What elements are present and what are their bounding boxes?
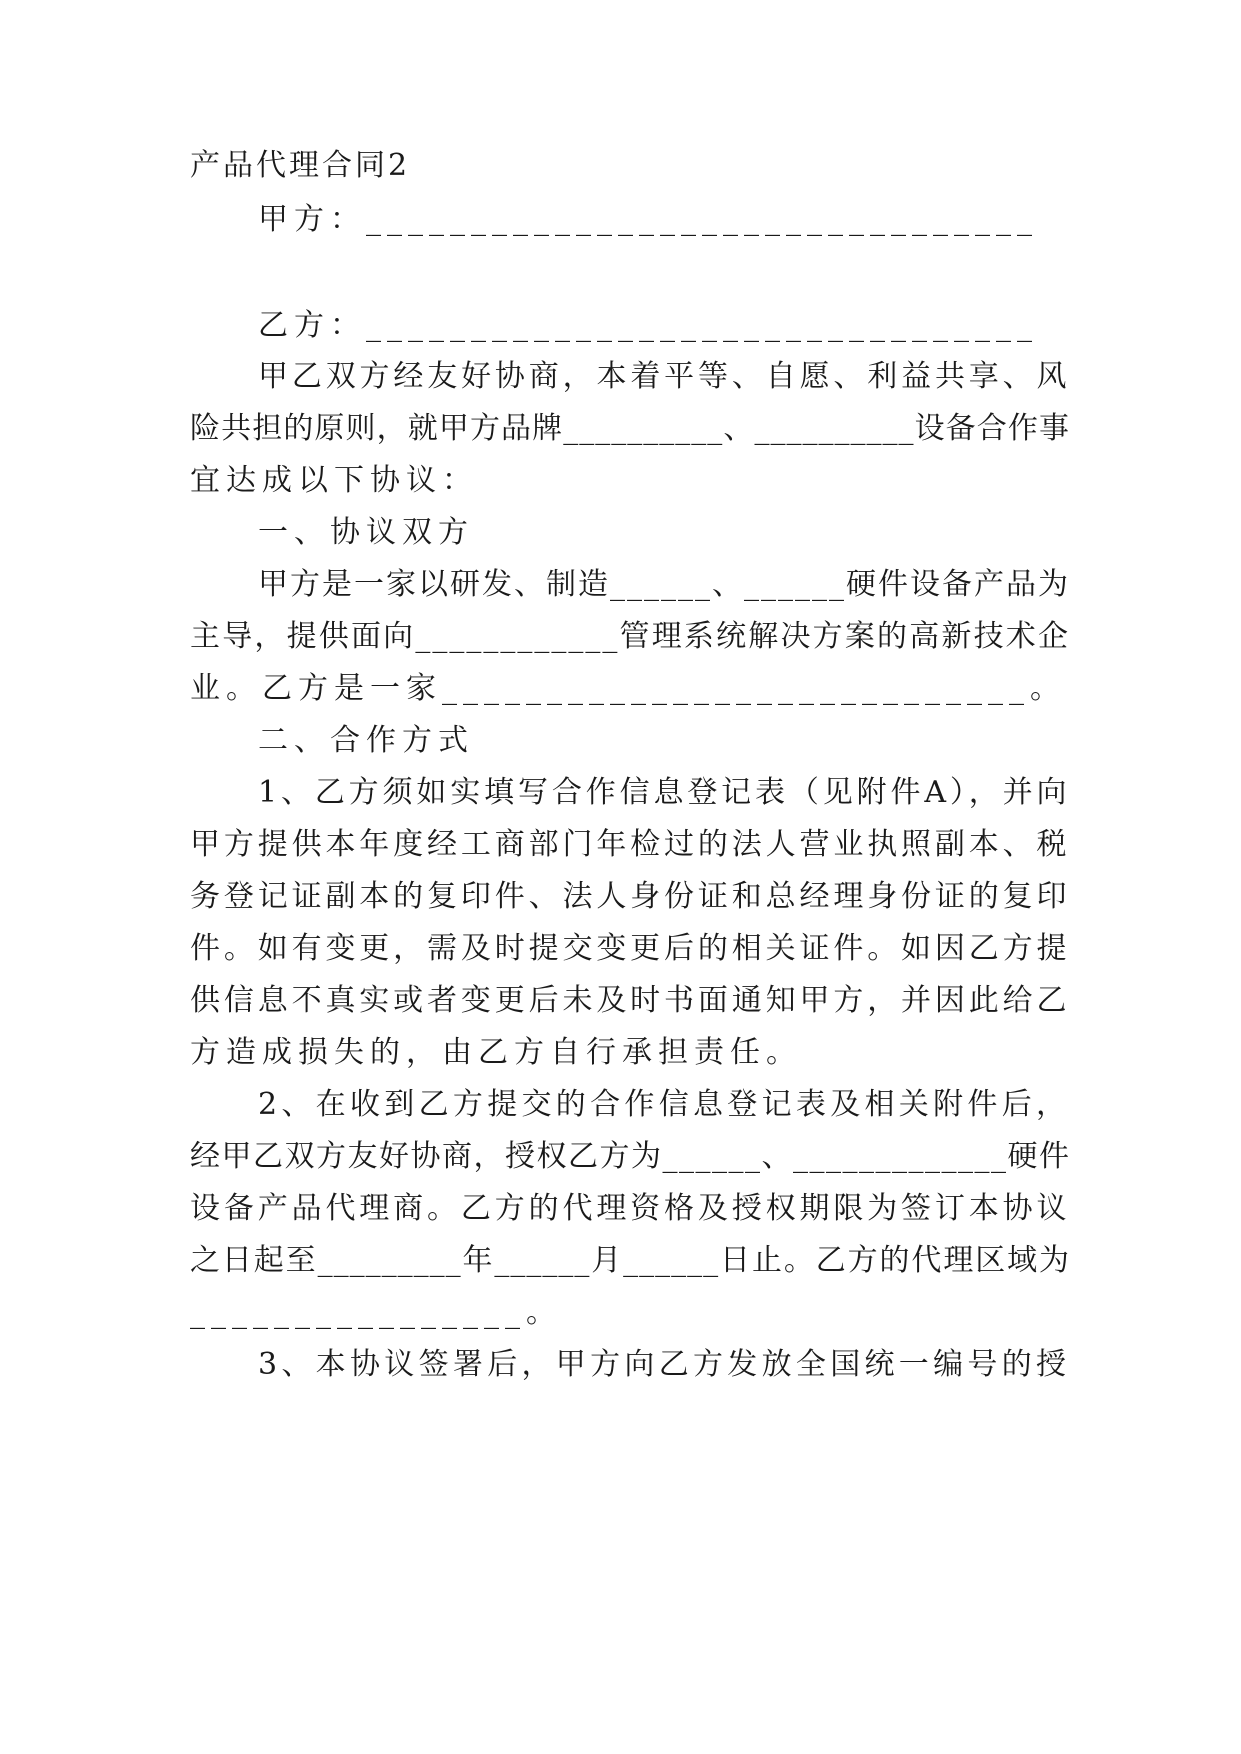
paragraph-line: 1、乙方须如实填写合作信息登记表（见附件A），并向 xyxy=(258,775,1070,810)
paragraph-line: 设备产品代理商。乙方的代理资格及授权期限为签订本协议 xyxy=(190,1191,1070,1226)
paragraph-line: 主导，提供面向____________管理系统解决方案的高新技术企 xyxy=(190,619,1070,654)
paragraph-line: 险共担的原则，就甲方品牌__________、__________设备合作事 xyxy=(190,411,1070,446)
paragraph-line: 3、本协议签署后，甲方向乙方发放全国统一编号的授 xyxy=(258,1347,1070,1382)
party-b-field: 乙方：________________________________ xyxy=(258,308,1038,343)
paragraph-line: ________________。 xyxy=(190,1295,562,1330)
party-a-field: 甲方：________________________________ xyxy=(258,202,1038,237)
paragraph-line: 务登记证副本的复印件、法人身份证和总经理身份证的复印 xyxy=(190,879,1070,914)
paragraph-line: 之日起至_________年______月______日止。乙方的代理区域为 xyxy=(190,1243,1070,1278)
paragraph-line: 甲方是一家以研发、制造______、______硬件设备产品为 xyxy=(258,567,1070,602)
paragraph-line: 甲乙双方经友好协商，本着平等、自愿、利益共享、风 xyxy=(258,359,1070,394)
section-heading: 一、协议双方 xyxy=(258,515,474,550)
paragraph-line: 件。如有变更，需及时提交变更后的相关证件。如因乙方提 xyxy=(190,931,1070,966)
paragraph-line: 甲方提供本年度经工商部门年检过的法人营业执照副本、税 xyxy=(190,827,1070,862)
paragraph-line: 经甲乙双方友好协商，授权乙方为______、_____________硬件 xyxy=(190,1139,1071,1174)
document-title: 产品代理合同2 xyxy=(190,148,411,183)
paragraph-line: 方造成损失的，由乙方自行承担责任。 xyxy=(190,1035,802,1070)
paragraph-line: 宜达成以下协议： xyxy=(190,463,478,498)
paragraph-line: 业。乙方是一家____________________________。 xyxy=(190,671,1066,706)
paragraph-line: 2、在收到乙方提交的合作信息登记表及相关附件后， xyxy=(258,1087,1070,1122)
paragraph-line: 供信息不真实或者变更后未及时书面通知甲方，并因此给乙 xyxy=(190,983,1070,1018)
section-heading: 二、合作方式 xyxy=(258,723,474,758)
